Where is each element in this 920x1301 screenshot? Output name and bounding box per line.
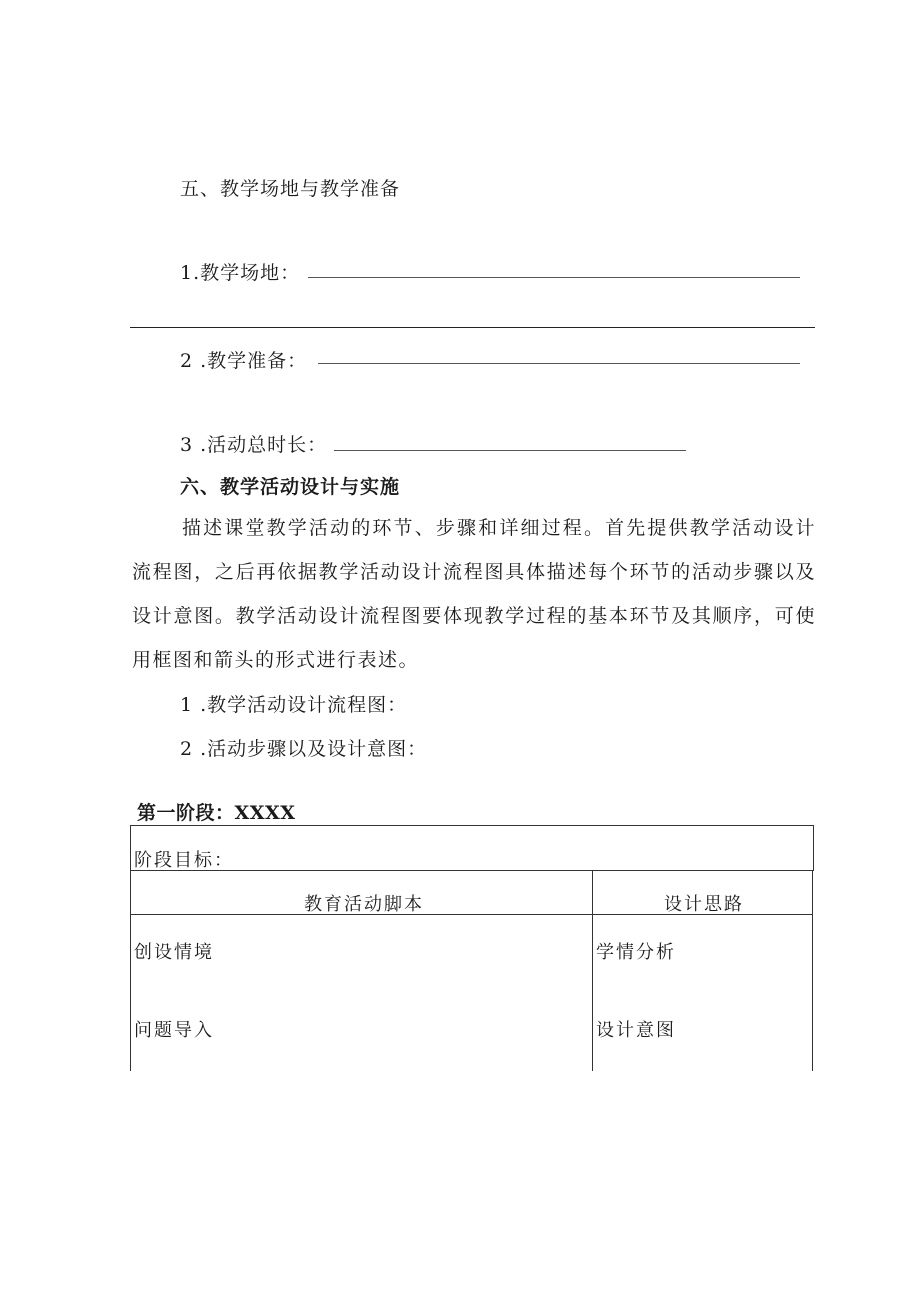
section-6-description: 描述课堂教学活动的环节、步骤和详细过程。首先提供教学活动设计流程图，之后再依据教学活动设计流程图具体描述每个环节的活动步骤以及设计意图。教学活动设计流程图要体现教学过程的基本环节及其顺序，可使用框图和箭头的形式进行表述。 — [132, 517, 816, 671]
venue-label: 1.教学场地： — [180, 262, 301, 284]
section-5-heading: 五、教学场地与教学准备 — [180, 178, 401, 200]
preparation-label: 2 .教学准备： — [180, 350, 308, 372]
duration-fill-line — [334, 450, 686, 451]
flowchart-item: 1 .教学活动设计流程图： — [180, 694, 408, 716]
column-header-design: 设计思路 — [664, 894, 744, 915]
section-6-heading: 六、教学活动设计与实施 — [180, 476, 401, 498]
duration-label: 3 .活动总时长： — [180, 434, 328, 456]
column-header-script: 教育活动脚本 — [304, 894, 424, 915]
steps-item: 2 .活动步骤以及设计意图： — [180, 738, 428, 760]
stage-title: 第一阶段：XXXX — [137, 802, 296, 824]
row-problem-intro: 问题导入 — [134, 1020, 214, 1041]
preparation-fill-line — [318, 363, 800, 364]
stage-goal-label: 阶段目标： — [134, 850, 234, 871]
venue-fill-line — [308, 277, 800, 278]
body-middle-border — [592, 915, 593, 1071]
body-left-border — [130, 915, 131, 1071]
row-design-intent: 设计意图 — [596, 1020, 676, 1041]
row-student-analysis: 学情分析 — [596, 942, 676, 963]
body-right-border — [812, 915, 813, 1071]
divider-line — [130, 327, 815, 328]
row-create-situation: 创设情境 — [134, 942, 214, 963]
